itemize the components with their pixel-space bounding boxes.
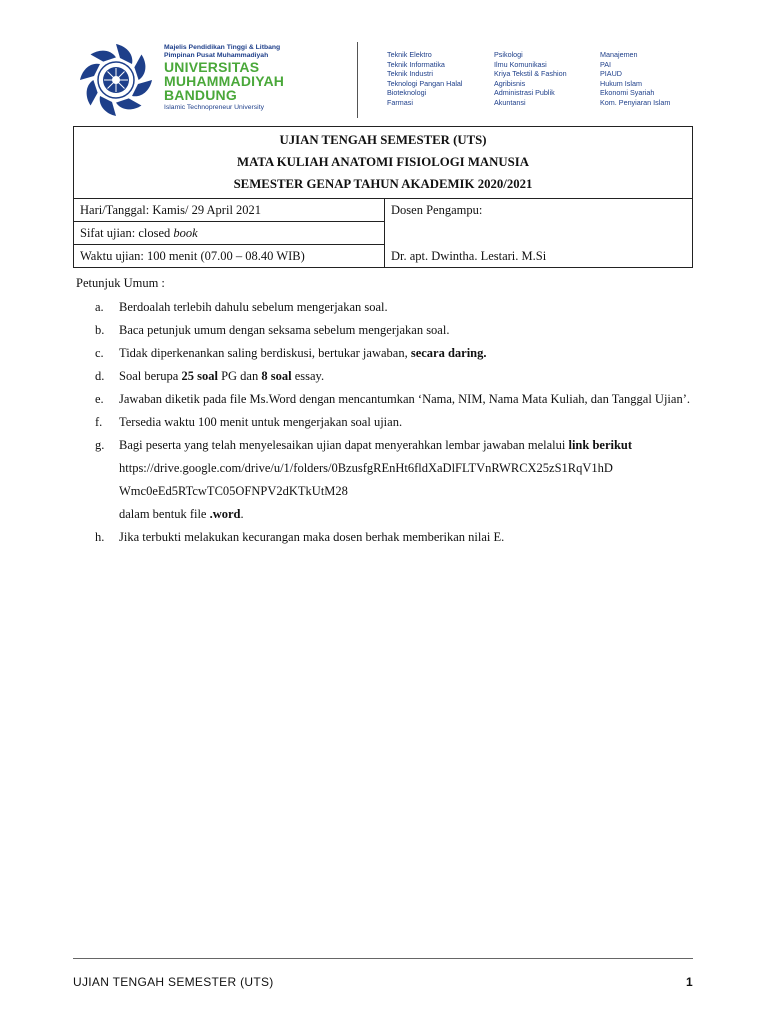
list-item-text: Baca petunjuk umum dengan seksama sebelum mengerjakan soal. [119,323,450,337]
program-item: Teknik Industri [387,69,433,79]
list-item [95,526,695,549]
list-item-bold: secara daring. [410,346,487,360]
exam-title-cell [74,127,693,199]
exam-date-cell [74,199,385,222]
program-item: Teknik Elektro [387,50,432,59]
list-item-text: Tersedia waktu 100 menit untuk mengerjakan soal ujian. [119,415,403,429]
page-number: 1 [686,975,693,989]
university-name-line-2: MUHAMMADIYAH [164,73,285,89]
program-item: Teknologi Pangan Halal [387,78,463,88]
lecturer-cell [385,199,693,268]
programs-column-3 [600,50,670,108]
program-item: Kriya Tekstil & Fashion [494,69,567,79]
program-item: Psikologi [494,50,523,59]
list-item-text: Jawaban diketik pada file Ms.Word dengan mencantumkan ‘Nama, NIM, Nama Mata Kuliah, dan Tanggal Ujian’. [119,392,690,406]
list-item [95,296,695,319]
exam-date: Hari/Tanggal: Kamis/ 29 April 2021 [80,202,262,217]
program-item: PAI [600,59,612,69]
lecturer-name: Dr. apt. Dwintha. Lestari. M.Si [391,249,547,263]
file-format-end: . [240,507,244,521]
program-item: Administrasi Publik [494,88,555,98]
list-item-bold: 25 soal [181,369,218,383]
list-item-bold: 8 soal [261,369,292,383]
university-name-block [164,44,354,112]
program-item: Akuntansi [494,97,526,107]
file-format-text: dalam bentuk file [119,507,210,521]
list-marker: a. [95,300,104,314]
exam-time: Waktu ujian: 100 menit (07.00 – 08.40 WIB) [80,248,305,263]
exam-info-table [73,126,693,268]
instructions-list [95,296,695,549]
program-item: PIAUD [600,69,622,79]
program-item: Bioteknologi [387,88,427,98]
list-item [95,434,695,526]
footer-title: UJIAN TENGAH SEMESTER (UTS) [73,975,274,989]
program-item: Ilmu Komunikasi [494,59,547,69]
list-marker: c. [95,346,104,360]
program-item: Agribisnis [494,78,526,88]
list-marker: d. [95,369,105,383]
list-item-text: Soal berupa [119,369,182,383]
university-logo-icon [76,42,156,118]
drive-link-line-1[interactable]: https://drive.google.com/drive/u/1/folders/0BzusfgREnHt6fldXaDlFLTVnRWRCX25zS1RqV1hD [119,461,613,475]
list-item-bold: link berikut [568,438,633,452]
file-format-bold: .word [209,507,241,521]
header-divider [357,42,358,118]
list-item-text: Jika terbukti melakukan kecurangan maka dosen berhak memberikan nilai E. [119,530,505,544]
list-item [95,411,695,434]
list-item [95,365,695,388]
list-item-text: Bagi peserta yang telah menyelesaikan ujian dapat menyerahkan lembar jawaban melalui [119,438,569,452]
university-tagline: Islamic Technopreneur University [164,104,264,111]
exam-title-1: UJIAN TENGAH SEMESTER (UTS) [279,133,487,147]
program-item: Ekonomi Syariah [600,88,655,98]
programs-column-2 [494,50,567,108]
list-item-text: PG dan [217,369,262,383]
programs-column-1 [387,50,463,108]
exam-time-cell [74,245,385,268]
council-line-1: Majelis Pendidikan Tinggi & Litbang [164,44,281,51]
list-marker: f. [95,415,103,429]
program-item: Hukum Islam [600,78,642,88]
letterhead [76,40,696,120]
list-item [95,319,695,342]
lecturer-label: Dosen Pengampu: [391,203,483,217]
university-name-line-1: UNIVERSITAS [164,59,260,75]
program-item: Teknik Informatika [387,59,445,69]
program-item: Farmasi [387,97,413,107]
list-item-text: Berdoalah terlebih dahulu sebelum mengerjakan soal. [119,300,388,314]
university-name-line-3: BANDUNG [164,87,237,103]
exam-nature-prefix: Sifat ujian: closed [80,225,174,240]
instructions-heading: Petunjuk Umum : [76,276,165,290]
list-item [95,342,695,365]
exam-nature-italic: book [173,225,198,240]
file-format-line [119,503,695,526]
exam-title-2: MATA KULIAH ANATOMI FISIOLOGI MANUSIA [237,155,529,169]
exam-title-3: SEMESTER GENAP TAHUN AKADEMIK 2020/2021 [233,177,533,191]
list-marker: g. [95,438,105,452]
council-line-2: Pimpinan Pusat Muhammadiyah [164,52,269,59]
program-item: Kom. Penyiaran Islam [600,97,671,107]
list-item-text: Tidak diperkenankan saling berdiskusi, bertukar jawaban, [119,346,411,360]
exam-nature-cell [74,222,385,245]
list-marker: h. [95,530,105,544]
list-marker: e. [95,392,104,406]
program-item: Manajemen [600,50,638,59]
footer-divider [73,958,693,959]
list-marker: b. [95,323,105,337]
list-item-text: essay. [291,369,325,383]
list-item [95,388,695,411]
drive-link-line-2[interactable]: Wmc0eEd5RTcwTC05OFNPV2dKTkUtM28 [119,484,348,498]
